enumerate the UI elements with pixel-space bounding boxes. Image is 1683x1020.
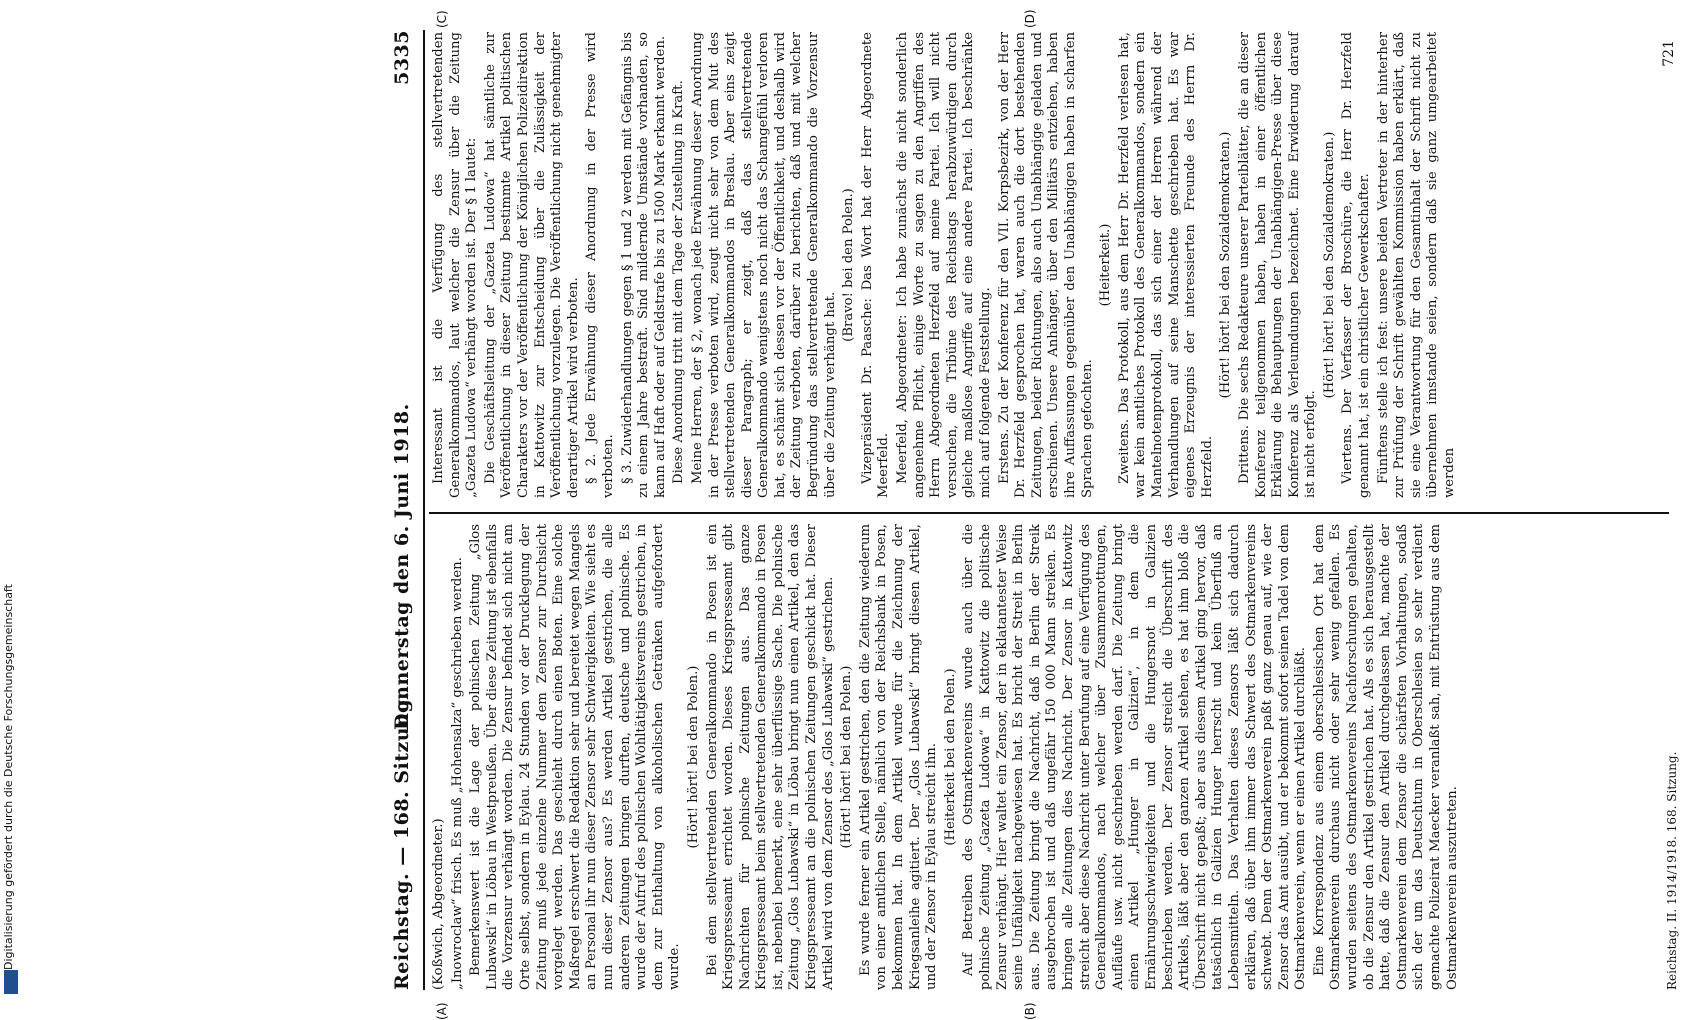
digitization-note [2,10,24,995]
paragraph: Es wurde ferner ein Artikel gestrichen, den die Zeitung wiederum von einer amtlichen Stelle, nämlich von der Reichsbank in Posen, bekommen hat. In dem Artikel wurde für die Zeichnung der Kriegsanleihe agitiert. Der „Glos Lubawski“ bringt diesen Artikel, und der Zensor in Eylau streicht ihn. [857,524,940,990]
paragraph: Eine Korrespondenz aus einem oberschlesischen Ort hat dem Ostmarkenverein durchaus nicht oder sehr wenig gefallen. Es wurden seitens des Ostmarkenvereins Nachforschungen gehalten, ob die Zensur den Artikel gestrichen hat. Als es sich herausgestellt hatte, daß die Zensur den Artikel durchgelassen hat, machte der Ostmarkenverein dem Zensor die schärfsten Vorhaltungen, sodaß sich der um das Deutschtum in Oberschlesien so sehr verdient gemachte Polizeirat Maecker veranlaßt sah, mit Entrüstung aus dem Ostmarkenverein auszutreten. [1311,524,1460,990]
paragraph: (Koßwich, Abgeordneter.) [431,818,446,990]
paragraph: Interessant ist die Verfügung des stellvertretenden Generalkommandos, laut welcher die Zensur über die Zeitung „Gazeta Ludowa“ verhängt worden ist. Der § 1 lautet: [431,32,480,498]
right-column [431,32,1671,498]
header-left: Reichstag. — 168. Sitzung. [391,691,413,990]
interjection: (Hört! hört! bei den Sozialdemokraten.) [1321,131,1337,399]
paragraph: Drittens. Die sechs Redakteure unserer Parteiblätter, die an dieser Konferenz teilgenommen haben, haben in einer öffentlichen Erklärung die Behauptungen der Unabhängigen-Presse über diese Konferenz als Verleumdungen bezeichnet. Eine Erwiderung darauf ist nicht erfolgt. [1236,32,1319,498]
paragraph: Vizepräsident Dr. Paasche: Das Wort hat der Herr Abgeordnete Meerfeld. [859,32,892,498]
header-page-number: 5335 [391,30,413,85]
paragraph: Meine Herren, der § 2, wonach jede Erwähnung dieser Anordnung in der Presse verboten wird, zeugt nicht sehr von dem Mut des stellvertretenden Generalkommandos in Breslau. Aber eins zeigt dieser Paragraph; er zeigt, daß das stellvertretende Generalkommando wenigstens noch nicht das Schamgefühl verloren hat, es schämt sich dessen vor der Öffentlichkeit, und deshalb wird der Zeitung verboten, darüber zu berichten, daß und mit welcher Begründung das stellvertretende Generalkommando die Vorzensur über die Zeitung verhängt hat. [689,32,838,498]
paragraph: „Inowroclaw“ frisch. Es muß „Hohensalza“ geschrieben werden. [449,557,465,990]
margin-mark-d: (D) [1023,9,1037,28]
footer-page-number: 721 [1661,40,1677,67]
paragraph: Bei dem stellvertretenden Generalkommando in Posen ist ein Kriegspresseamt errichtet worden. Dieses Kriegspresseamt gibt Nachrichten für polnische Zeitungen aus. Das ganze Kriegspresseamt beim stellvertretenden Generalkommando in Posen ist, nebenbei bemerkt, eine sehr überflüssige Sache. Die polnische Zeitung „Glos Lubawski“ in Löbau bringt nun einen Artikel, den das Kriegspresseamt an die polnischen Zeitungen geschickt hat. Dieser Artikel wird von dem Zensor des „Glos Lubawski“ gestrichen. [704,524,836,990]
paragraph: Zweitens. Das Protokoll, aus dem Herr Dr. Herzfeld verlesen hat, war kein amtliches Protokoll des Generalkommandos, sondern ein Mantelnotenprotokoll, das sich einer der Herren während der Verhandlungen auf seine Manschette geschrieben hat. Es war eigenes Erzeugnis der interessierten Freunde des Herrn Dr. Herzfeld. [1116,32,1215,498]
interjection: (Heiterkeit.) [1098,223,1114,307]
paragraph: Bemerkenswert ist die Lage der polnischen Zeitung „Glos Lubawski“ in Löbau in Westpreußen. Über diese Zeitung ist ebenfalls die Vorzensur verhängt worden. Die Zensur befindet sich nicht am Orte selbst, sondern in Eylau. 24 Stunden vor der Drucklegung der Zeitung muß jede einzelne Nummer dem Zensor zur Durchsicht vorgelegt werden. Das geschieht durch einen Boten. Eine solche Maßregel erschwert die Redaktion sehr und bereitet wegen Mangels an Personal ihr nun dieser Zensor sehr Schwierigkeiten. Wie sieht es nun dieser Zensor aus? Es werden Artikel gestrichen, die alle anderen Zeitungen bringen durften, deutsche und polnische. Es wurde der Aufruf des polnischen Wohltätigkeitsvereins gestrichen, in dem zur Enthaltung von alkoholischen Getränken aufgefordert wurde. [468,524,683,990]
quoted-paragraph: § 3. Zuwiderhandlungen gegen § 1 und 2 werden mit Gefängnis bis zu einem Jahre bestraft. Sind mildernde Umstände vorhanden, so kann auf Haft oder auf Geldstrafe bis zu 1500 Mark erkannt werden. [619,32,668,498]
footer-signature: Reichstag. II. 1914/1918. 168. Sitzung. [1665,751,1679,990]
interjection: (Hört! hört! bei den Polen.) [685,665,701,849]
column-divider [429,512,1669,514]
interjection: (Heiterkeit bei den Polen.) [942,668,958,846]
paragraph: Viertens. Der Verfasser der Broschüre, die Herr Dr. Herzfeld genannt hat, ist ein christlicher Gewerkschafter. [1340,32,1373,498]
dfg-logo [4,970,18,994]
paragraph: Erstens. Zu der Konferenz für den VII. Korpsbezirk, von der Herr Dr. Herzfeld gesprochen hat, waren auch die dort bestehenden Zeitungen, beider Richtungen, also auch Unabhängige geladen und erschienen. Unsere Anhänger, über den Militärs entziehen, haben ihre Auffassungen gegenüber den Unabhängigen haben in scharfen Sprachen gefochten. [996,32,1095,498]
header-rule [423,30,425,990]
paragraph: Auf Betreiben des Ostmarkenvereins wurde auch über die polnische Zeitung „Gazeta Ludowa“ in Kattowitz die politische Zensur verhängt. Hier waltet ein Zensor, der in eklatantester Weise seine Unfähigkeit nachgewiesen hat. Es bricht der Streit in Berlin aus. Die Zeitung bringt die Nachricht, daß in Berlin der Streik ausgebrochen ist und daß ungefähr 150 000 Mann streiken. Es bringen alle Zeitungen dies Nachricht. Der Zensor in Kattowitz streicht aber diese Nachricht unter Berufung auf eine Verfügung des Generalkommandos, nach welcher über Zusammenrottungen, Aufläufe usw. nicht geschrieben werden darf. Die Zeitung bringt einen Artikel „Hunger in Galizien“, in dem die Ernährungsschwierigkeiten und die Hungersnot in Galizien beschrieben werden. Der Zensor streicht die Überschrift des Artikels, läßt aber den ganzen Artikel stehen, es hat ihm bloß die Überschrift nicht gepaßt; aber aus diesem Artikel ging hervor, daß tatsächlich in Galizien Hunger herrscht und kein Überfluß an Lebensmitteln. Das Verhalten dieses Zensors läßt sich dadurch erklären, daß über ihm immer das Schwert des Ostmarkenvereins schwebt. Denn der Ostmarkenverein paßt ganz genau auf, wie der Zensor das Amt ausübt, und er bekommt sofort seinen Tadel von dem Ostmarkenverein, wenn er einen Artikel durchläßt. [961,524,1309,990]
paragraph: Fünftens stelle ich fest: unsere beiden Vertreter in der hinterher zur Prüfung der Schrift gewählten Kommission haben erklärt, daß sie eine Verantwortung für den Gesamtinhalt der Schrift nicht zu übernehmen imstande seien, sondern daß sie ganz umgearbeitet werden [1375,32,1458,498]
quoted-paragraph: § 2. Jede Erwähnung dieser Anordnung in der Presse wird verboten. [584,32,616,498]
interjection: (Hört! hört! bei den Sozialdemokraten.) [1218,131,1234,399]
paragraph: Meerfeld, Abgeordneter: Ich habe zunächst die nicht sonderlich angenehme Pflicht, einige Worte zu sagen zu den Angriffen des Herrn Abgeordneten Herzfeld auf meine Partei. Ich will nicht versuchen, die Tribüne des Reichstags herabzuwürdigen durch gleiche maßlose Angriffe auf eine andere Partei. Ich beschränke mich auf folgende Feststellung. [895,32,993,498]
quoted-paragraph: Die Geschäftsleitung der „Gazeta Ludowa“ hat sämtliche zur Veröffentlichung in dieser Zeitung bestimmte Artikel politischen Charakters vor der Veröffentlichung der Königlichen Polizeidirektion in Kattowitz zur Entscheidung über die Zulässigkeit der Veröffentlichung vorzulegen. Die Veröffentlichung nicht genehmigter derartiger Artikel wird verboten. [482,32,581,498]
margin-mark-a: (A) [435,1002,449,1020]
interjection: (Hört! hört! bei den Polen.) [839,665,855,849]
running-header [383,30,423,990]
interjection: (Bravo! bei den Polen.) [841,188,857,342]
header-date: Donnerstag den 6. Juni 1918. [391,403,413,730]
left-column [431,524,1671,990]
digitization-note-text: Digitalisierung gefördert durch die Deutsche Forschungsgemeinschaft [2,584,15,970]
margin-mark-c: (C) [435,10,449,28]
rotated-page-content [383,9,1683,1020]
margin-mark-b: (B) [1023,1002,1037,1020]
quoted-paragraph: Diese Anordnung tritt mit dem Tage der Zustellung in Kraft. [671,80,687,484]
